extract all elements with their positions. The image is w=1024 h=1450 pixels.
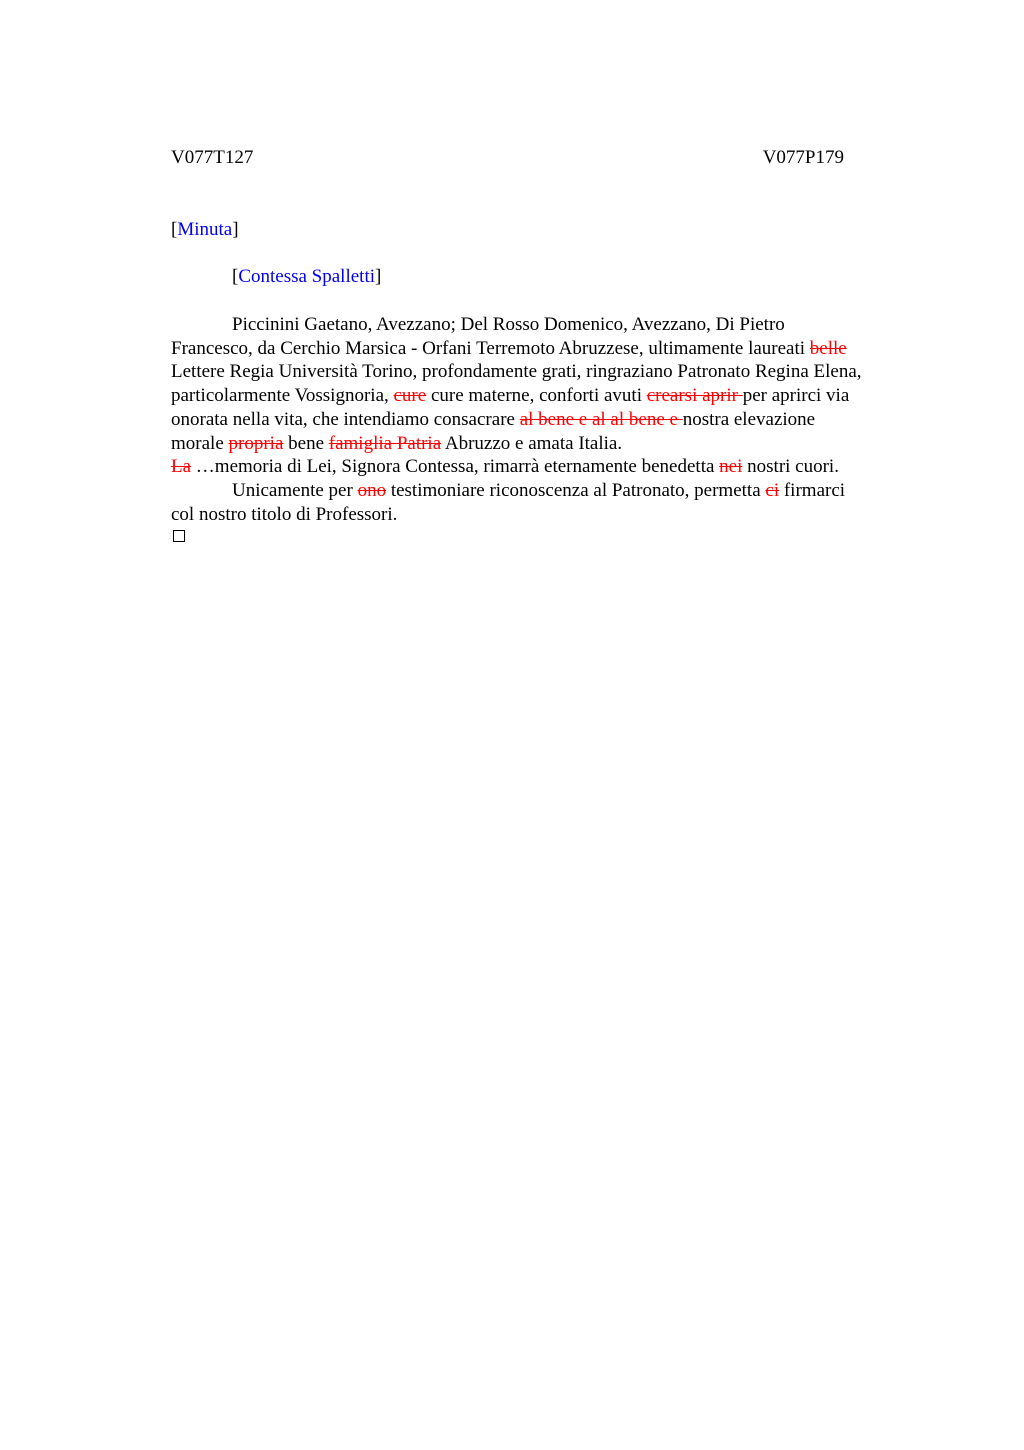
deleted-text: al bene e al al bene e: [519, 408, 683, 430]
letter-body: [171, 313, 924, 526]
deleted-text: famiglia Patria: [328, 432, 442, 454]
body-text: testimoniare riconoscenza al Patronato, permetta: [386, 479, 766, 501]
body-text: morale: [171, 432, 229, 454]
body-text: cure materne, conforti avuti: [426, 385, 647, 407]
body-text: particolarmente Vossignoria,: [171, 385, 394, 407]
body-text: Lettere Regia Università Torino, profondamente grati, ringraziano Patronato Regina Elena,: [171, 361, 862, 383]
deleted-text: ono: [357, 479, 387, 501]
body-line: [171, 384, 924, 408]
addressee-close-bracket: ]: [375, 266, 382, 287]
body-text: nostra elevazione: [682, 408, 816, 430]
body-text: firmarci: [779, 479, 846, 501]
section-label: [171, 218, 239, 242]
page-code: V077P179: [762, 147, 844, 168]
end-marker-box: [173, 530, 185, 542]
body-line: [171, 408, 924, 432]
page-header: [171, 146, 844, 170]
body-text: Unicamente per: [232, 479, 358, 501]
body-line: [171, 432, 924, 456]
addressee-open-bracket: [: [232, 266, 239, 287]
deleted-text: La: [171, 456, 192, 478]
body-text: col nostro titolo di Professori.: [171, 503, 398, 525]
body-text: Francesco, da Cerchio Marsica - Orfani Terremoto Abruzzese, ultimamente laureati: [171, 337, 810, 359]
deleted-text: propria: [228, 432, 284, 454]
deleted-text: ci: [765, 479, 780, 501]
addressee-name: Contessa Spalletti: [238, 266, 376, 287]
addressee: [232, 265, 381, 289]
deleted-text: nei: [719, 456, 743, 478]
body-text: onorata nella vita, che intendiamo consacrare: [171, 408, 520, 430]
body-text: bene: [283, 432, 329, 454]
deleted-text: cure: [393, 385, 427, 407]
body-line: [171, 503, 924, 527]
deleted-text: belle: [809, 337, 847, 359]
body-line: [171, 360, 924, 384]
section-title: Minuta: [177, 219, 233, 240]
section-close-bracket: ]: [232, 219, 239, 240]
body-line: [171, 337, 924, 361]
body-text: Piccinini Gaetano, Avezzano; Del Rosso Domenico, Avezzano, Di Pietro: [232, 314, 785, 335]
body-line: [171, 479, 924, 503]
body-text: nostri cuori.: [742, 456, 839, 478]
body-text: Abruzzo e amata Italia.: [441, 432, 623, 454]
body-line: [171, 455, 924, 479]
deleted-text: crearsi aprir: [646, 385, 743, 407]
document-code: V077T127: [171, 147, 254, 168]
body-text: …memoria di Lei, Signora Contessa, rimarrà eternamente benedetta: [191, 456, 720, 478]
body-line: [171, 313, 924, 337]
section-open-bracket: [: [171, 219, 178, 240]
body-text: per aprirci via: [742, 385, 850, 407]
